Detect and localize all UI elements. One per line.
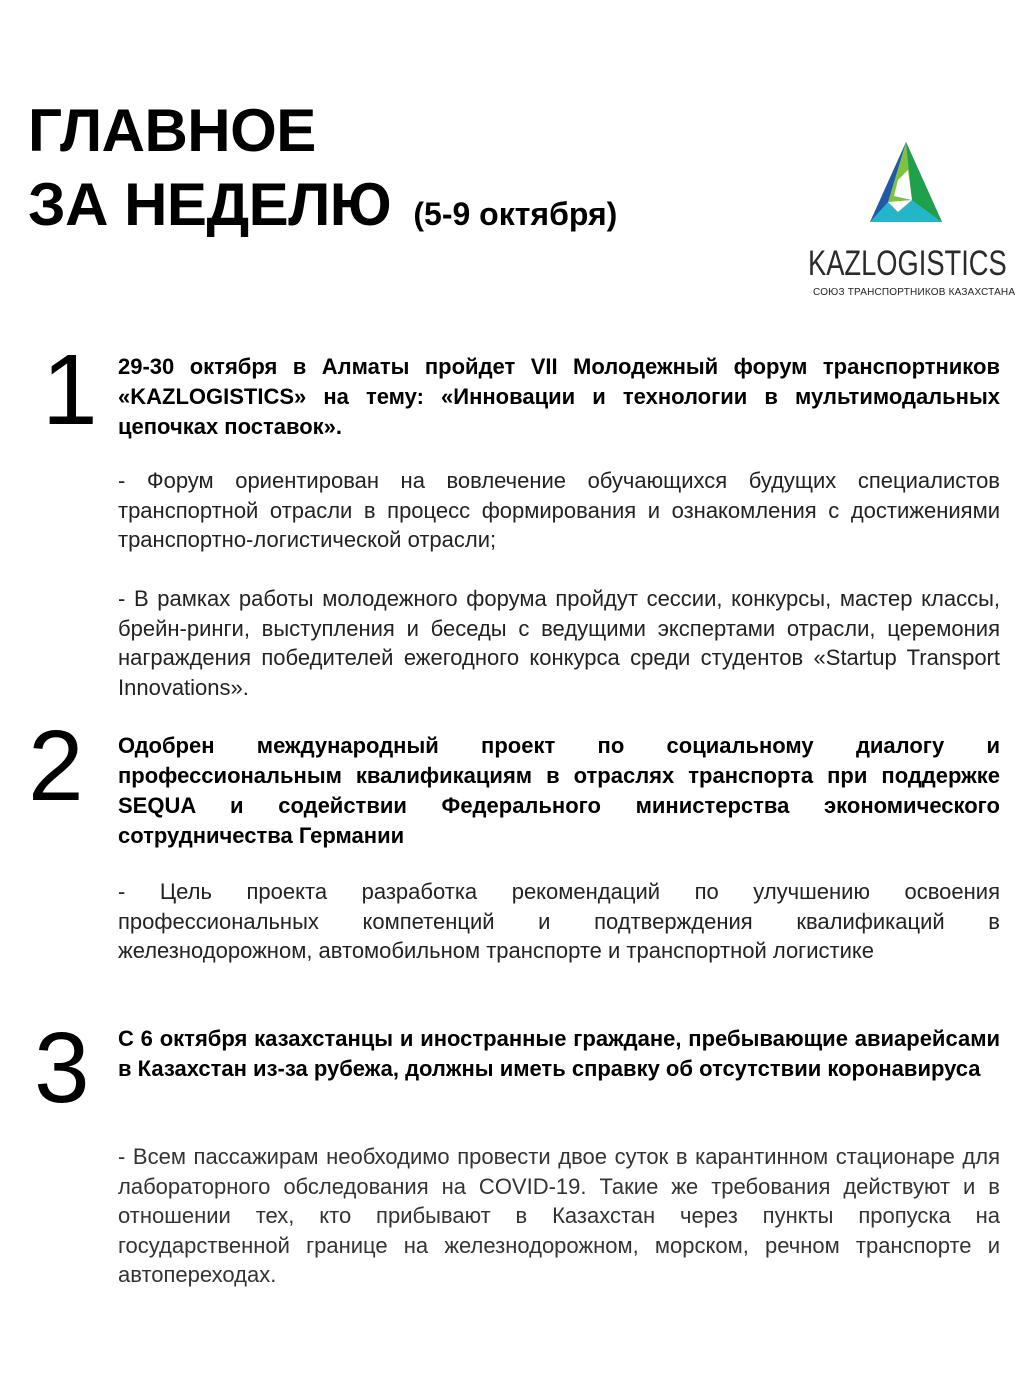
item-3-headline: С 6 октября казахстанцы и иностранные граждане, пребывающие авиарейсами в Казахстан из-за рубежа, должны иметь справку об отсутствии коронавируса xyxy=(118,1026,1000,1081)
title-line-1: ГЛАВНОЕ xyxy=(28,97,316,164)
logo-subtitle: СОЮЗ ТРАНСПОРТНИКОВ КАЗАХСТАНА xyxy=(813,287,1016,298)
page-title xyxy=(28,94,617,251)
item-number-1: 1 xyxy=(42,334,98,446)
item-number-3: 3 xyxy=(34,1012,90,1124)
triangle-logo-icon xyxy=(868,140,944,226)
item-1-paragraph-1: - Форум ориентирован на вовлечение обучающихся будущих специалистов транспортной отрасли в процесс формирования и ознакомления с достижениями транспортно-логистической отрасли; xyxy=(118,468,1000,552)
item-2-headline: Одобрен международный проект по социальному диалогу и профессиональным квалификациям в отраслях транспорта при поддержке SEQUA и содействии Федерального министерства экономического сотрудничества Германии xyxy=(118,733,1000,848)
item-number-2: 2 xyxy=(28,710,84,822)
kazlogistics-logo xyxy=(808,140,1016,310)
item-3-paragraph-1: - Всем пассажирам необходимо провести двое суток в карантинном стационаре для лабораторного обследования на COVID-19. Такие же требования действуют и в отношении тех, кто прибывают в Казахстан через пункты пропуска на государственной границе на железнодорожном, морском, речном транспорте и автопереходах. xyxy=(118,1144,1000,1287)
logo-name: KAZLOGISTICS xyxy=(808,244,1007,283)
item-1-headline: 29-30 октября в Алматы пройдет VII Молодежный форум транспортников «KAZLOGISTICS» на тему: «Инновации и технологии в мультимодальных цепочках поставок». xyxy=(118,354,1000,439)
item-2-paragraph-1: - Цель проекта разработка рекомендаций по улучшению освоения профессиональных компетенций и подтверждения квалификаций в железнодорожном, автомобильном транспорте и транспортной логистике xyxy=(118,879,1000,963)
title-line-2: ЗА НЕДЕЛЮ xyxy=(28,171,392,238)
item-1-paragraph-2: - В рамках работы молодежного форума пройдут сессии, конкурсы, мастер классы, брейн-ринги, выступления и беседы с ведущими экспертами отрасли, церемония награждения победителей ежегодного конкурса среди студентов «Startup Transport Innovations». xyxy=(118,586,1000,700)
date-range: (5-9 октября) xyxy=(413,196,618,232)
